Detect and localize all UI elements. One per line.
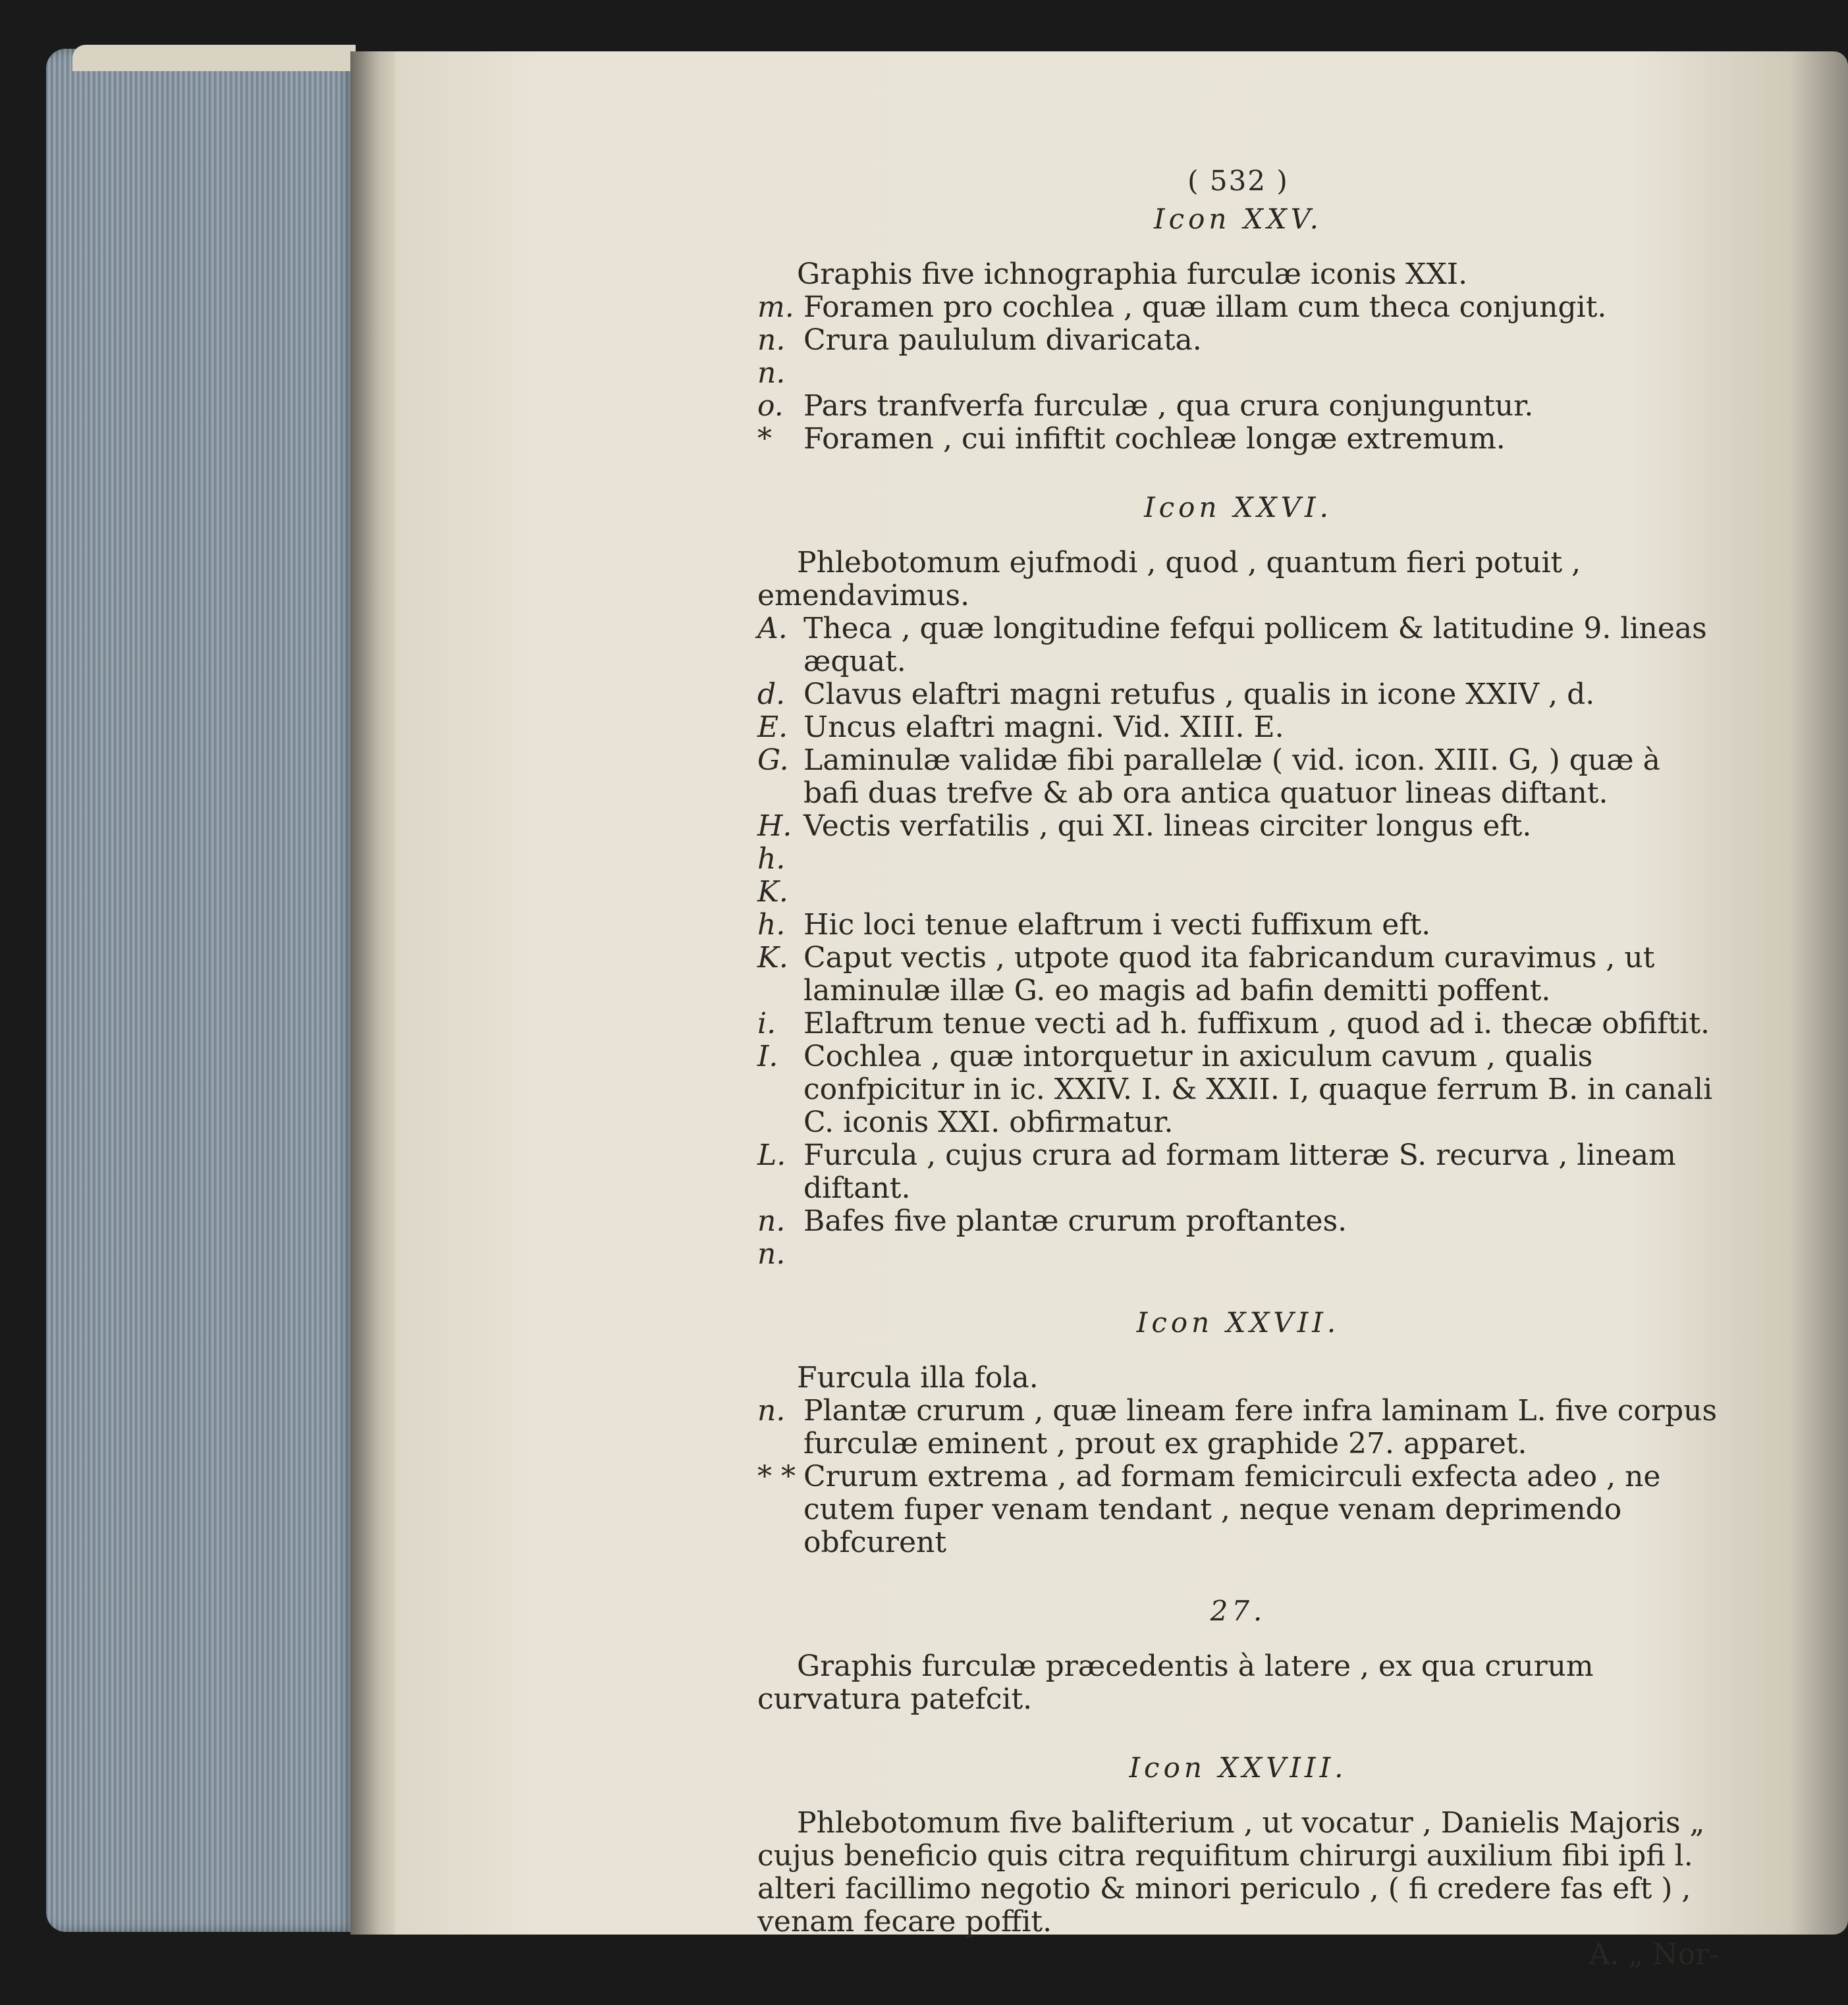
section-heading: 27. (1210, 1595, 1266, 1627)
entry-text: Vectis verfatilis , qui XI. lineas circiter longus eft. (803, 809, 1532, 843)
entry-text: Pars tranfverfa furculæ , qua crura conjunguntur. (803, 389, 1534, 423)
entry-list (757, 612, 1719, 1271)
entry-list (757, 291, 1719, 456)
list-item (757, 678, 1719, 711)
entry-label: * * (757, 1460, 796, 1493)
entry-text: Caput vectis , utpote quod ita fabricandum curavimus , ut laminulæ illæ G. eo magis ad bafin demitti poffent. (803, 941, 1655, 1007)
list-item (757, 1395, 1719, 1460)
entry-label: n. n. (757, 323, 786, 390)
page-block-top (72, 45, 356, 71)
entry-label: E. (757, 710, 788, 744)
section-intro: Phlebotomum five balifterium , ut vocatur , Danielis Majoris „ cujus beneficio quis citra requifitum chirurgi auxilium fibi ipfi l. alteri facillimo negotio & minori periculo , ( fi credere fas eft ) , venam fecare poffit. (757, 1806, 1705, 1938)
entry-label: A. (757, 612, 788, 645)
entry-label: i. (757, 1007, 776, 1040)
entry-label: d. (757, 678, 786, 711)
catchword: A. „ Nor- (1589, 1938, 1719, 1971)
entry-label: L. (757, 1138, 786, 1172)
entry-text: Cochlea , quæ intorquetur in axiculum cavum , qualis confpicitur in ic. XXIV. I. & XXII. I, quaque ferrum B. in canali C. iconis XXI. obfirmatur. (803, 1040, 1713, 1139)
entry-text: Furcula , cujus crura ad formam litteræ S. recurva , lineam diftant. (803, 1138, 1676, 1205)
entry-label: m. (757, 290, 794, 324)
list-item (757, 1139, 1719, 1205)
section-heading: Icon XXV. (1154, 203, 1322, 235)
list-item (757, 1040, 1719, 1139)
entry-text: Uncus elaftri magni. Vid. XIII. E. (803, 710, 1284, 744)
entry-text: Clavus elaftri magni retufus , qualis in icone XXIV , d. (803, 678, 1595, 711)
entry-text: Hic loci tenue elaftrum i vecti fuffixum eft. (803, 908, 1431, 942)
entry-text: Elaftrum tenue vecti ad h. fuffixum , quod ad i. thecæ obfiftit. (803, 1007, 1710, 1040)
list-item (757, 744, 1719, 810)
entry-text: Laminulæ validæ fibi parallelæ ( vid. icon. XIII. G, ) quæ à bafi duas trefve & ab ora antica quatuor lineas diftant. (803, 743, 1660, 810)
entry-label: n. n. (757, 1204, 786, 1271)
list-item (757, 291, 1719, 324)
section-heading: Icon XXVI. (1144, 491, 1332, 523)
list-item (757, 1460, 1719, 1559)
list-item (757, 711, 1719, 744)
section-intro: Furcula illa fola. (797, 1361, 1039, 1395)
entry-text: Foramen , cui infiftit cochleæ longæ extremum. (803, 422, 1506, 456)
entry-text: Foramen pro cochlea , quæ illam cum theca conjungit. (803, 290, 1607, 324)
section-intro: Graphis five ichnographia furculæ iconis XXI. (797, 257, 1468, 291)
section-intro: Graphis furculæ præcedentis à latere , ex qua crurum curvatura patefcit. (757, 1649, 1594, 1716)
entry-text: Theca , quæ longitudine fefqui pollicem & latitudine 9. lineas æquat. (803, 612, 1707, 678)
page-text (757, 165, 1719, 1971)
section-heading: Icon XXVII. (1136, 1306, 1340, 1339)
section-intro: Phlebotomum ejufmodi , quod , quantum fieri potuit , emendavimus. (757, 546, 1581, 612)
list-item (757, 612, 1719, 678)
page-block-edge (46, 49, 356, 1932)
entry-text: Crura paululum divaricata. (803, 323, 1202, 357)
entry-label: * (757, 422, 772, 456)
entry-label: G. (757, 743, 789, 777)
section-heading: Icon XXVIII. (1129, 1751, 1347, 1784)
entry-text: Plantæ crurum , quæ lineam fere infra laminam L. five corpus furculæ eminent , prout ex graphide 27. apparet. (803, 1394, 1718, 1460)
entry-label: K. (757, 941, 788, 975)
entry-label: I. (757, 1040, 778, 1073)
list-item (757, 1007, 1719, 1040)
list-item (757, 423, 1719, 456)
entry-label: n. (757, 1394, 786, 1428)
entry-text: Crurum extrema , ad formam femicirculi exfecta adeo , ne cutem fuper venam tendant , neque venam deprimendo obfcurent (803, 1460, 1661, 1559)
list-item (757, 942, 1719, 1007)
list-item (757, 390, 1719, 423)
entry-label: o. (757, 389, 784, 423)
list-item (757, 1205, 1719, 1271)
entry-label: h. (757, 908, 786, 942)
list-item (757, 810, 1719, 909)
list-item (757, 909, 1719, 942)
entry-label: H. h. K. (757, 809, 792, 909)
page-number: ( 532 ) (1187, 165, 1289, 197)
entry-list (757, 1395, 1719, 1559)
entry-text: Bafes five plantæ crurum proftantes. (803, 1204, 1347, 1238)
list-item (757, 324, 1719, 390)
